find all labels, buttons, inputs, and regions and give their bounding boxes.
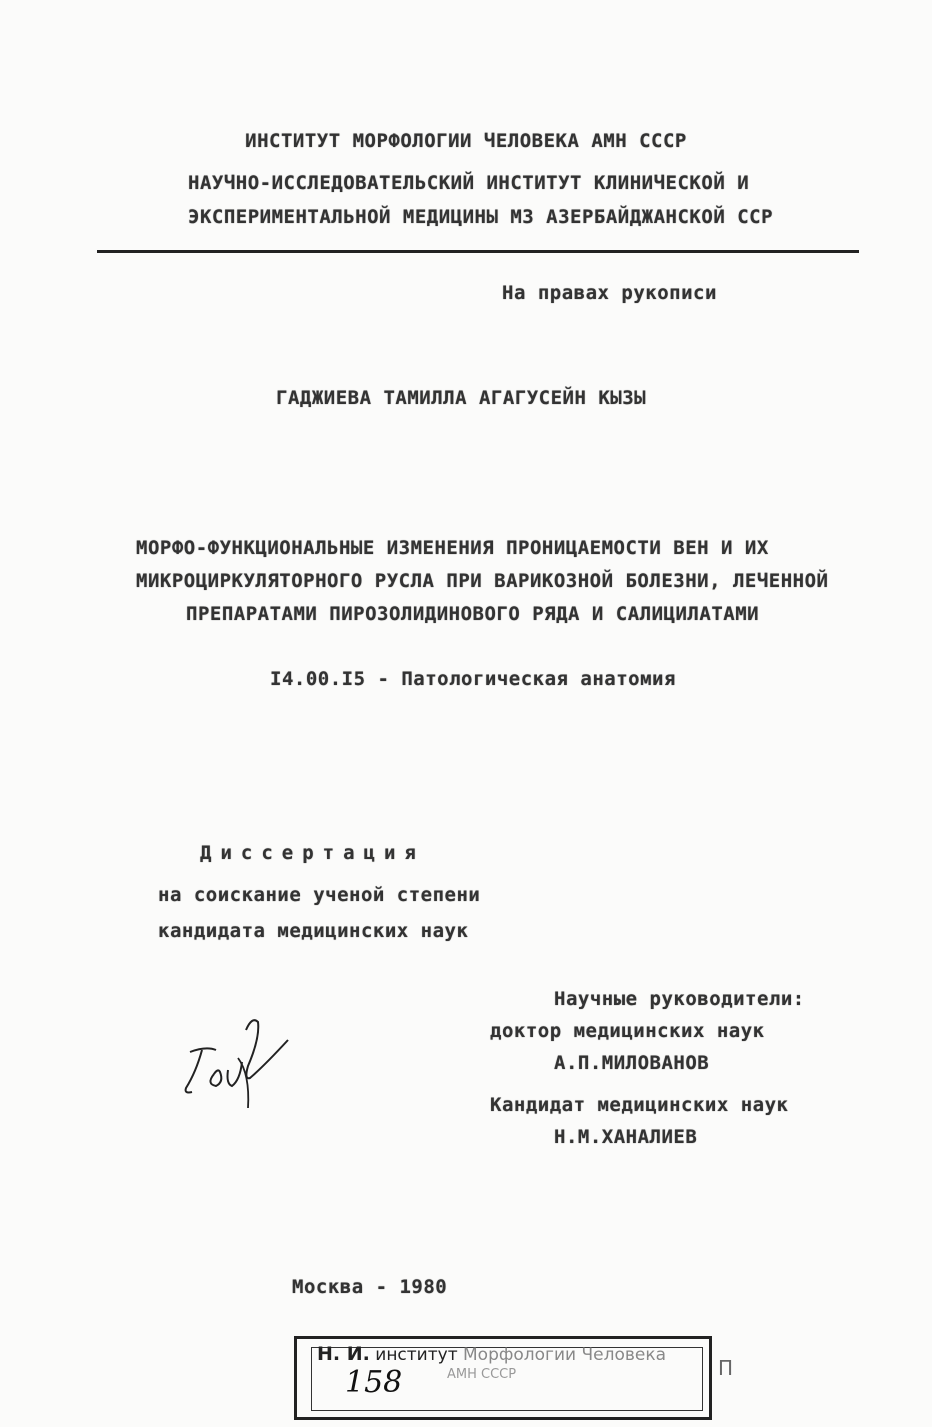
stamp-org-initials: Н. И. bbox=[317, 1343, 370, 1365]
stamp-number: 158 bbox=[345, 1365, 403, 1400]
library-stamp bbox=[294, 1336, 712, 1420]
dissertation-label: Диссертация bbox=[200, 842, 425, 864]
stamp-org-rest: Морфологии Человека bbox=[463, 1345, 667, 1365]
dissertation-line-2: на соискание ученой степени bbox=[158, 884, 481, 906]
supervisor-2-name: Н.М.ХАНАЛИЕВ bbox=[554, 1126, 698, 1148]
header-line-2: НАУЧНО-ИССЛЕДОВАТЕЛЬСКИЙ ИНСТИТУТ КЛИНИЧЕСКОЙ И bbox=[188, 172, 750, 194]
stamp-org-sub: АМН СССР bbox=[447, 1367, 517, 1382]
specialty-code: I4.00.I5 - Патологическая анатомия bbox=[270, 668, 676, 690]
stamp-org-line bbox=[317, 1343, 666, 1365]
title-line-1: МОРФО-ФУНКЦИОНАЛЬНЫЕ ИЗМЕНЕНИЯ ПРОНИЦАЕМОСТИ ВЕН И ИХ bbox=[136, 537, 769, 559]
handwritten-signature bbox=[176, 1010, 296, 1120]
header-line-1: ИНСТИТУТ МОРФОЛОГИИ ЧЕЛОВЕКА АМН СССР bbox=[245, 130, 687, 152]
supervisor-2-degree: Кандидат медицинских наук bbox=[490, 1094, 789, 1116]
supervisors-heading: Научные руководители: bbox=[554, 988, 805, 1010]
manuscript-note: На правах рукописи bbox=[502, 282, 717, 304]
city-year: Москва - 1980 bbox=[292, 1276, 448, 1298]
supervisor-1-name: А.П.МИЛОВАНОВ bbox=[554, 1052, 710, 1074]
stamp-org-word: институт bbox=[375, 1345, 458, 1365]
dissertation-line-3: кандидата медицинских наук bbox=[158, 920, 469, 942]
stamp-side-mark: П bbox=[718, 1356, 734, 1380]
supervisor-1-degree: доктор медицинских наук bbox=[490, 1020, 765, 1042]
header-line-3: ЭКСПЕРИМЕНТАЛЬНОЙ МЕДИЦИНЫ МЗ АЗЕРБАЙДЖАНСКОЙ ССР bbox=[188, 206, 774, 228]
title-line-3: ПРЕПАРАТАМИ ПИРОЗОЛИДИНОВОГО РЯДА И САЛИЦИЛАТАМИ bbox=[186, 603, 760, 625]
header-divider bbox=[97, 250, 859, 253]
title-line-2: МИКРОЦИРКУЛЯТОРНОГО РУСЛА ПРИ ВАРИКОЗНОЙ БОЛЕЗНИ, ЛЕЧЕННОЙ bbox=[136, 570, 829, 592]
author-name: ГАДЖИЕВА ТАМИЛЛА АГАГУСЕЙН КЫЗЫ bbox=[276, 387, 647, 409]
